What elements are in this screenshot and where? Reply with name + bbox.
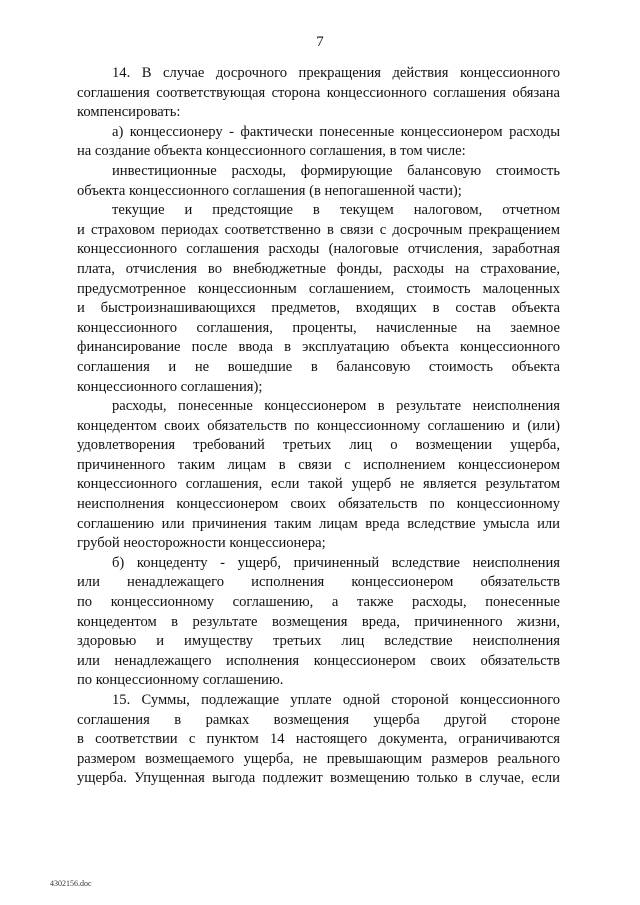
footer-document-code: 4302156.doc	[50, 879, 92, 888]
text-line: плата, отчисления во внебюджетные фонды, расходы на страхование,	[77, 260, 560, 277]
text-line: компенсировать:	[77, 104, 181, 121]
text-line: концедентом в результате возмещения вреда, причиненного жизни,	[77, 613, 560, 630]
text-line: на создание объекта концессионного соглашения, в том числе:	[77, 143, 466, 160]
text-line: по концессионному соглашению.	[77, 672, 284, 689]
text-line: неисполнения концессионером своих обязательств по концессионному	[77, 496, 560, 513]
text-line: концедентом своих обязательств по концессионному соглашению и (или)	[77, 417, 560, 434]
text-line: причиненного таким лицам в связи с исполнением концессионером	[77, 456, 560, 473]
text-line: размером возмещаемого ущерба, не превышающим размеров реального	[77, 750, 560, 767]
page-number: 7	[316, 34, 324, 50]
text-line: финансирование после ввода в эксплуатацию объекта концессионного	[77, 339, 560, 356]
text-line: по концессионному соглашению, а также расходы, понесенные	[77, 594, 560, 611]
text-line: 14. В случае досрочного прекращения действия концессионного	[112, 65, 560, 81]
text-line: удовлетворения требований третьих лиц о возмещении ущерба,	[77, 437, 560, 454]
text-line: в соответствии с пунктом 14 настоящего документа, ограничиваются	[77, 731, 560, 748]
paragraph	[77, 162, 560, 201]
text-line: или ненадлежащего исполнения концессионером своих обязательств	[77, 652, 560, 669]
text-line: здоровью и имуществу третьих лиц вследствие неисполнения	[77, 633, 560, 650]
text-line: а) концессионеру - фактически понесенные концессионером расходы	[112, 123, 560, 140]
text-line: расходы, понесенные концессионером в результате неисполнения	[112, 398, 560, 415]
text-line: концессионного соглашения, если такой ущерб не является результатом	[77, 476, 560, 493]
paragraph	[77, 201, 560, 397]
paragraph	[77, 554, 560, 691]
text-line: концессионного соглашения);	[77, 378, 263, 395]
text-line: и страховом периодах соответственно в связи с досрочным прекращением	[77, 221, 560, 238]
text-line: грубой неосторожности концессионера;	[77, 535, 326, 552]
text-line: или ненадлежащего исполнения концессионером обязательств	[77, 574, 560, 591]
text-line: б) концеденту - ущерб, причиненный вследствие неисполнения	[112, 554, 560, 571]
text-line: концессионного соглашения расходы (налоговые отчисления, заработная	[77, 241, 560, 258]
text-line: соглашения и не вошедшие в балансовую стоимость объекта	[77, 358, 560, 375]
document-body	[77, 64, 560, 789]
text-line: концессионного соглашения, проценты, начисленные на заемное	[77, 319, 560, 336]
text-line: ущерба. Упущенная выгода подлежит возмещению только в случае, если	[77, 770, 560, 787]
text-line: предусмотренное концессионным соглашением, стоимость малоценных	[77, 280, 560, 297]
text-line: 15. Суммы, подлежащие уплате одной стороной концессионного	[112, 692, 560, 708]
text-line: текущие и предстоящие в текущем налоговом, отчетном	[112, 202, 560, 219]
text-line: и быстроизнашивающихся предметов, входящих в состав объекта	[77, 300, 560, 317]
text-line: инвестиционные расходы, формирующие балансовую стоимость	[112, 162, 560, 179]
paragraph	[77, 123, 560, 162]
text-line: объекта концессионного соглашения (в непогашенной части);	[77, 182, 462, 199]
text-line: соглашения соответствующая сторона концессионного соглашения обязана	[77, 84, 560, 101]
text-line: соглашения в рамках возмещения ущерба другой стороне	[77, 711, 560, 728]
paragraph	[77, 64, 560, 123]
text-line: соглашению или причинения таким лицам вреда вследствие умысла или	[77, 515, 560, 532]
paragraph	[77, 691, 560, 789]
paragraph	[77, 397, 560, 554]
